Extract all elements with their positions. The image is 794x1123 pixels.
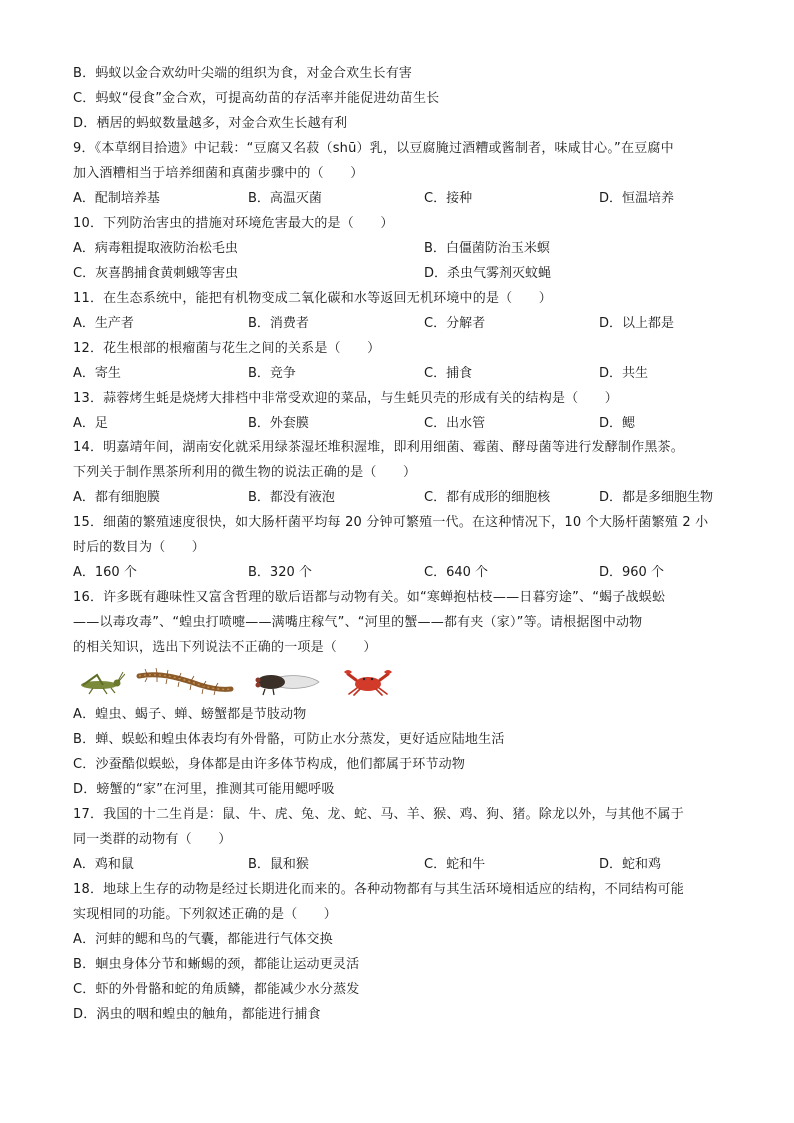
q17-option-c: C．蛇和牛: [424, 857, 486, 872]
q9-option-c: C．接种: [424, 191, 473, 206]
q16-option-d: D．螃蟹的“家”在河里，推测其可能用鳃呼吸: [73, 782, 335, 797]
q17-option-d: D．蛇和鸡: [599, 857, 662, 872]
q15-option-b: B．320 个: [248, 565, 312, 580]
q14-option-d: D．都是多细胞生物: [599, 490, 714, 505]
q11-option-b: B．消费者: [248, 316, 309, 331]
q17-stem-line1: 17．我国的十二生肖是：鼠、牛、虎、兔、龙、蛇、马、羊、猴、鸡、狗、猪。除龙以外，与其他不属于: [73, 807, 684, 822]
q13-option-d: D．鳃: [599, 416, 636, 431]
q11-option-a: A．生产者: [73, 316, 134, 331]
q14-stem-line2: 下列关于制作黑茶所利用的微生物的说法正确的是（ ）: [73, 465, 417, 480]
q9-stem-line1: 9．《本草纲目拾遗》中记载：“豆腐又名菽（shū）乳，以豆腐腌过酒糟或酱制者，味咸甘心。”在豆腐中: [73, 141, 674, 156]
q13-option-b: B．外套膜: [248, 416, 309, 431]
q10-stem: 10．下列防治害虫的措施对环境危害最大的是（ ）: [73, 216, 394, 231]
q13-stem: 13．蒜蓉烤生蚝是烧烤大排档中非常受欢迎的菜品，与生蚝贝壳的形成有关的结构是（ ）: [73, 391, 618, 406]
q17-option-b: B．鼠和猴: [248, 857, 309, 872]
q15-stem-line2: 时后的数目为（ ）: [73, 540, 206, 555]
q18-option-a: A．河蚌的鳃和鸟的气囊，都能进行气体交换: [73, 932, 333, 947]
q11-option-d: D．以上都是: [599, 316, 675, 331]
q17-stem-line2: 同一类群的动物有（ ）: [73, 832, 232, 847]
q14-stem-line1: 14．明嘉靖年间，湖南安化就采用绿茶湿坯堆积渥堆，即利用细菌、霉菌、酵母菌等进行发酵制作黑茶。: [73, 440, 684, 455]
q8-option-d: D．栖居的蚂蚁数量越多，对金合欢生长越有利: [73, 116, 348, 131]
q9-option-a: A．配制培养基: [73, 191, 160, 206]
q14-option-b: B．都没有液泡: [248, 490, 335, 505]
q15-option-c: C．640 个: [424, 565, 489, 580]
q10-option-d: D．杀虫气雾剂灭蚊蝇: [424, 266, 552, 281]
q8-option-b: B．蚂蚁以金合欢幼叶尖端的组织为食，对金合欢生长有害: [73, 66, 413, 81]
centipede-image: [135, 668, 235, 696]
q18-stem-line2: 实现相同的功能。下列叙述正确的是（ ）: [73, 907, 338, 922]
q16-stem-line2: ——以毒攻毒”、“蝗虫打喷嚏——满嘴庄稼气”、“河里的蟹——都有夹（家）”等。请根据图中动物: [73, 615, 643, 630]
q14-option-a: A．都有细胞膜: [73, 490, 160, 505]
q16-option-a: A．蝗虫、蝎子、蝉、螃蟹都是节肢动物: [73, 707, 307, 722]
q18-stem-line1: 18．地球上生存的动物是经过长期进化而来的。各种动物都有与其生活环境相适应的结构，不同结构可能: [73, 882, 684, 897]
q16-stem-line1: 16．许多既有趣味性又富含哲理的歇后语都与动物有关。如“寒蝉抱枯枝——日暮穷途”、“蝎子战蜈蚣: [73, 590, 666, 605]
q10-option-b: B．白僵菌防治玉米螟: [424, 241, 550, 256]
q16-option-b: B．蝉、蜈蚣和蝗虫体表均有外骨骼，可防止水分蒸发，更好适应陆地生活: [73, 732, 505, 747]
q14-option-c: C．都有成形的细胞核: [424, 490, 551, 505]
q12-option-d: D．共生: [599, 366, 649, 381]
q12-stem: 12．花生根部的根瘤菌与花生之间的关系是（ ）: [73, 341, 381, 356]
q16-stem-line3: 的相关知识，选出下列说法不正确的一项是（ ）: [73, 640, 377, 655]
q12-option-a: A．寄生: [73, 366, 121, 381]
q18-option-c: C．虾的外骨骼和蛇的角质鳞，都能减少水分蒸发: [73, 982, 360, 997]
q15-option-d: D．960 个: [599, 565, 664, 580]
q12-option-c: C．捕食: [424, 366, 473, 381]
q10-option-c: C．灰喜鹊捕食黄刺蛾等害虫: [73, 266, 239, 281]
q10-option-a: A．病毒粗提取液防治松毛虫: [73, 241, 238, 256]
q16-option-c: C．沙蚕酷似蜈蚣，身体都是由许多体节构成，他们都属于环节动物: [73, 757, 466, 772]
q13-option-a: A．足: [73, 416, 108, 431]
q18-option-b: B．蛔虫身体分节和蜥蜴的颈，都能让运动更灵活: [73, 957, 360, 972]
cicada-image: [249, 668, 321, 696]
q13-option-c: C．出水管: [424, 416, 486, 431]
q16-animal-images: [73, 668, 403, 696]
q15-stem-line1: 15．细菌的繁殖速度很快，如大肠杆菌平均每 20 分钟可繁殖一代。在这种情况下，10 个大肠杆菌繁殖 2 小: [73, 515, 709, 530]
q17-option-a: A．鸡和鼠: [73, 857, 134, 872]
q11-option-c: C．分解者: [424, 316, 486, 331]
q9-option-b: B．高温灭菌: [248, 191, 322, 206]
q11-stem: 11．在生态系统中，能把有机物变成二氧化碳和水等返回无机环境中的是（ ）: [73, 291, 552, 306]
q8-option-c: C．蚂蚁“侵食”金合欢，可提高幼苗的存活率并能促进幼苗生长: [73, 91, 440, 106]
q18-option-d: D．涡虫的咽和蝗虫的触角，都能进行捕食: [73, 1007, 321, 1022]
q9-option-d: D．恒温培养: [599, 191, 675, 206]
q15-option-a: A．160 个: [73, 565, 137, 580]
q9-stem-line2: 加入酒糟相当于培养细菌和真菌步骤中的（ ）: [73, 166, 364, 181]
q12-option-b: B．竞争: [248, 366, 296, 381]
grasshopper-image: [73, 668, 125, 696]
crab-image: [339, 668, 397, 696]
